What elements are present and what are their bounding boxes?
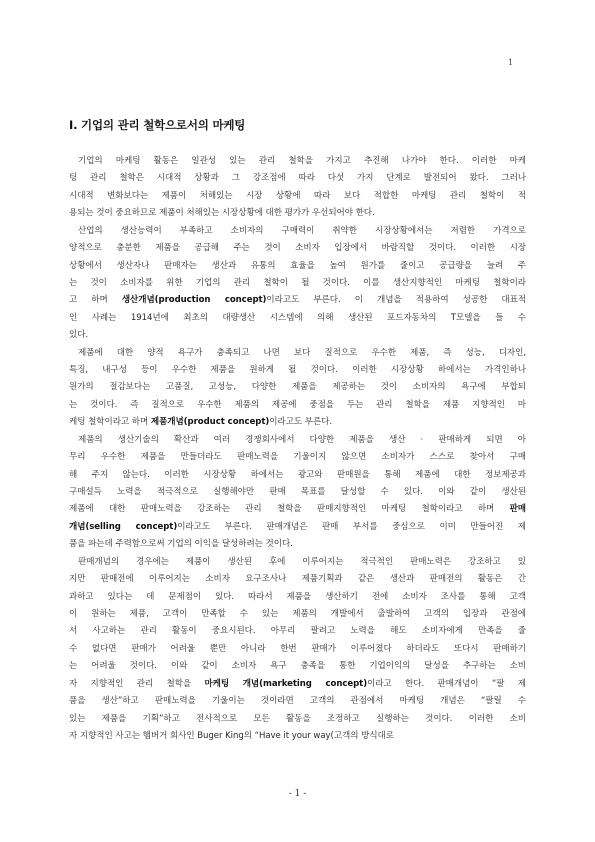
text-run: 산업의 생산능력이 부족하고 소비자의 구매력이 취약한 시장상황에서는 저렴한 가격으로 bbox=[78, 225, 526, 236]
paragraph-line bbox=[69, 223, 526, 240]
paragraph-line bbox=[69, 589, 526, 606]
paragraph-line bbox=[69, 467, 526, 484]
paragraph-line bbox=[69, 414, 526, 431]
text-run: 서 사고하는 관리 활동이 중요시된다. 아무리 팔려고 노력을 해도 소비자에게 만족을 줄 bbox=[69, 626, 526, 637]
paragraph-line bbox=[69, 676, 526, 693]
paragraph-line bbox=[69, 379, 526, 396]
text-run: 제품의 생산기술의 확산과 여러 경쟁회사에서 다양한 제품을 생산 · 판매하게 되면 아 bbox=[78, 434, 526, 445]
paragraph-line bbox=[69, 606, 526, 623]
paragraph-line bbox=[69, 345, 526, 362]
text-run: 상황에서 생산자나 판매자는 생산과 유통의 효율을 높여 원가를 줄이고 공급량을 늘려 주 bbox=[69, 260, 526, 271]
text-run: 고 하며 bbox=[69, 295, 122, 306]
paragraph-line bbox=[69, 484, 526, 501]
paragraph-line bbox=[69, 292, 526, 309]
text-run: 지만 판매전에 이루어지는 소비자 요구조사나 제품기획과 같은 생산과 판매전의 활동은 간 bbox=[69, 574, 526, 585]
paragraph-line bbox=[69, 554, 526, 571]
paragraph-line bbox=[69, 432, 526, 449]
text-run: 품을 생산”하고 판매노력을 기울이는 것이라면 고객의 관점에서 마케팅 개념은 “팔릴 수 bbox=[69, 696, 526, 707]
paragraph-line bbox=[69, 170, 526, 187]
page-number-top: 1 bbox=[508, 58, 514, 67]
paragraph-line bbox=[69, 571, 526, 588]
text-run: 구매설득 노력을 적극적으로 실행해야만 판매 목표를 달성할 수 있다. 이와 같이 생산된 bbox=[69, 487, 526, 498]
bold-term: 판매 bbox=[509, 504, 526, 515]
bold-term: 개념(selling concept) bbox=[69, 521, 178, 532]
paragraph-line bbox=[69, 258, 526, 275]
bold-term: 생산개념(production concept) bbox=[121, 295, 267, 306]
paragraph-line bbox=[69, 275, 526, 292]
paragraph-line bbox=[69, 397, 526, 414]
text-run: 이라고도 부른다. 이 개념을 적용하여 성공한 대표적 bbox=[266, 295, 526, 306]
bold-term: 제품개념(product concept) bbox=[150, 417, 270, 428]
text-run: 원가의 절감보다는 고품질, 고성능, 다양한 제품을 제공하는 것이 소비자의 욕구에 부합되 bbox=[69, 382, 526, 393]
page-footer: - 1 - bbox=[288, 789, 307, 799]
text-run: 케팅 철학이라고 하며 bbox=[69, 417, 151, 428]
text-run: 팅 관리 철학은 시대적 상황과 그 강조점에 따라 다섯 가지 단계로 발전되어 왔다. 그러나 bbox=[69, 173, 526, 184]
text-run: 제품에 대한 양적 욕구가 충족되고 나면 보다 질적으로 우수한 제품, 즉 성능, 디자인, bbox=[78, 347, 526, 358]
text-run: 과하고 있다는 데 문제점이 있다. 따라서 제품을 생산하기 전에 소비자 조사를 통해 고객 bbox=[69, 591, 526, 602]
text-run: 품을 파는데 주력함으로써 기업의 이익을 달성하려는 것이다. bbox=[69, 539, 293, 550]
paragraph-line bbox=[69, 362, 526, 379]
text-run: 는 것이다. 즉 질적으로 우수한 제품의 제공에 중점을 두는 관리 철학을 제품 지향적인 마 bbox=[69, 399, 526, 410]
section-heading: Ⅰ. 기업의 관리 철학으로서의 마케팅 bbox=[69, 118, 246, 132]
text-run: 인 사례는 1914년에 최초의 대량생산 시스템에 의해 생산된 포드자동차의 T모델을 들 수 bbox=[69, 312, 526, 323]
paragraph-line bbox=[69, 501, 526, 518]
text-run: 양적으로 충분한 제품을 공급해 주는 것이 소비자 입장에서 바람직할 것이다. 이러한 시장 bbox=[69, 243, 526, 254]
text-run: 기업의 마케팅 활동은 일관성 있는 관리 철학을 가지고 추진해 나가야 한다. 이러한 마케 bbox=[78, 156, 526, 166]
text-run: 특징, 내구성 등이 우수한 제품을 원하게 될 것이다. 이러한 시장상황 하에서는 가격인하나 bbox=[69, 365, 526, 376]
text-run: 자 지향적인 관리 철학을 bbox=[69, 678, 205, 689]
text-run: 이라고도 부른다. bbox=[269, 417, 333, 428]
paragraph-line bbox=[69, 240, 526, 257]
text-run: 자 지향적인 사고는 햄버거 회사인 Buger King의 “Have it your way(고객의 방식대로 bbox=[69, 730, 394, 741]
paragraph-line bbox=[69, 449, 526, 466]
text-run: 시대적 변화보다는 제품이 처해있는 시장 상황에 따라 보다 적합한 마케팅 관리 철학이 적 bbox=[69, 190, 526, 201]
paragraph-line bbox=[69, 693, 526, 710]
body-text bbox=[69, 153, 526, 745]
text-run: 있다. bbox=[69, 330, 89, 341]
bold-term: 마케팅 개념(marketing concept) bbox=[204, 678, 368, 689]
paragraph-line bbox=[69, 658, 526, 675]
text-run: 해 주지 않는다. 이러한 시장상황 하에서는 광고와 판매원을 통해 제품에 대한 정보제공과 bbox=[69, 469, 526, 480]
paragraph-line bbox=[69, 641, 526, 658]
paragraph-line bbox=[69, 310, 526, 327]
text-run: 는 것이 소비자를 위한 기업의 관리 철학이 될 것이다. 이를 생산지향적인 마케팅 철학이라 bbox=[69, 277, 526, 288]
text-run: 있는 제품을 기획”하고 전사적으로 모든 활동을 조정하고 실행하는 것이다. 이러한 소비 bbox=[69, 713, 526, 724]
text-run: 이 원하는 제품, 고객이 만족할 수 있는 제품의 개발에서 출발하여 고객의 입장과 관점에 bbox=[69, 608, 526, 619]
paragraph-line bbox=[69, 205, 526, 222]
text-run: 이라고도 부른다. 판매개념은 판매 부서를 중심으로 이미 만들어진 제 bbox=[177, 521, 526, 532]
paragraph-line bbox=[69, 711, 526, 728]
text-run: 판매개념의 경우에는 제품이 생산된 후에 이루어지는 적극적인 판매노력은 강조하고 있 bbox=[78, 556, 526, 567]
text-run: 는 어려울 것이다. 이와 같이 소비자 욕구 충족을 통한 기업이익의 달성을 추구하는 소비 bbox=[69, 661, 526, 672]
text-run: 무리 우수한 제품을 만들더라도 판매노력을 기울이지 않으면 소비자가 스스로 찾아서 구매 bbox=[69, 452, 526, 463]
text-run: 이라고 한다. 판매개념이 “팔 제 bbox=[367, 678, 526, 689]
text-run: 수 없다면 판매가 어려울 뿐만 아니라 한번 판매가 이루어졌다 하더라도 또다시 판매하기 bbox=[69, 643, 526, 654]
paragraph-line bbox=[69, 623, 526, 640]
paragraph-line bbox=[69, 728, 526, 745]
paragraph-line bbox=[69, 153, 526, 170]
paragraph-line bbox=[69, 327, 526, 344]
text-run: 제품에 대한 판매노력을 강조하는 관리 철학을 판매지향적인 마케팅 철학이라고 하며 bbox=[69, 504, 510, 515]
paragraph-line bbox=[69, 188, 526, 205]
paragraph-line bbox=[69, 519, 526, 536]
paragraph-line bbox=[69, 536, 526, 553]
text-run: 용되는 것이 중요하므로 제품이 처해있는 시장상황에 대한 평가가 우선되어야 한다. bbox=[69, 208, 375, 219]
